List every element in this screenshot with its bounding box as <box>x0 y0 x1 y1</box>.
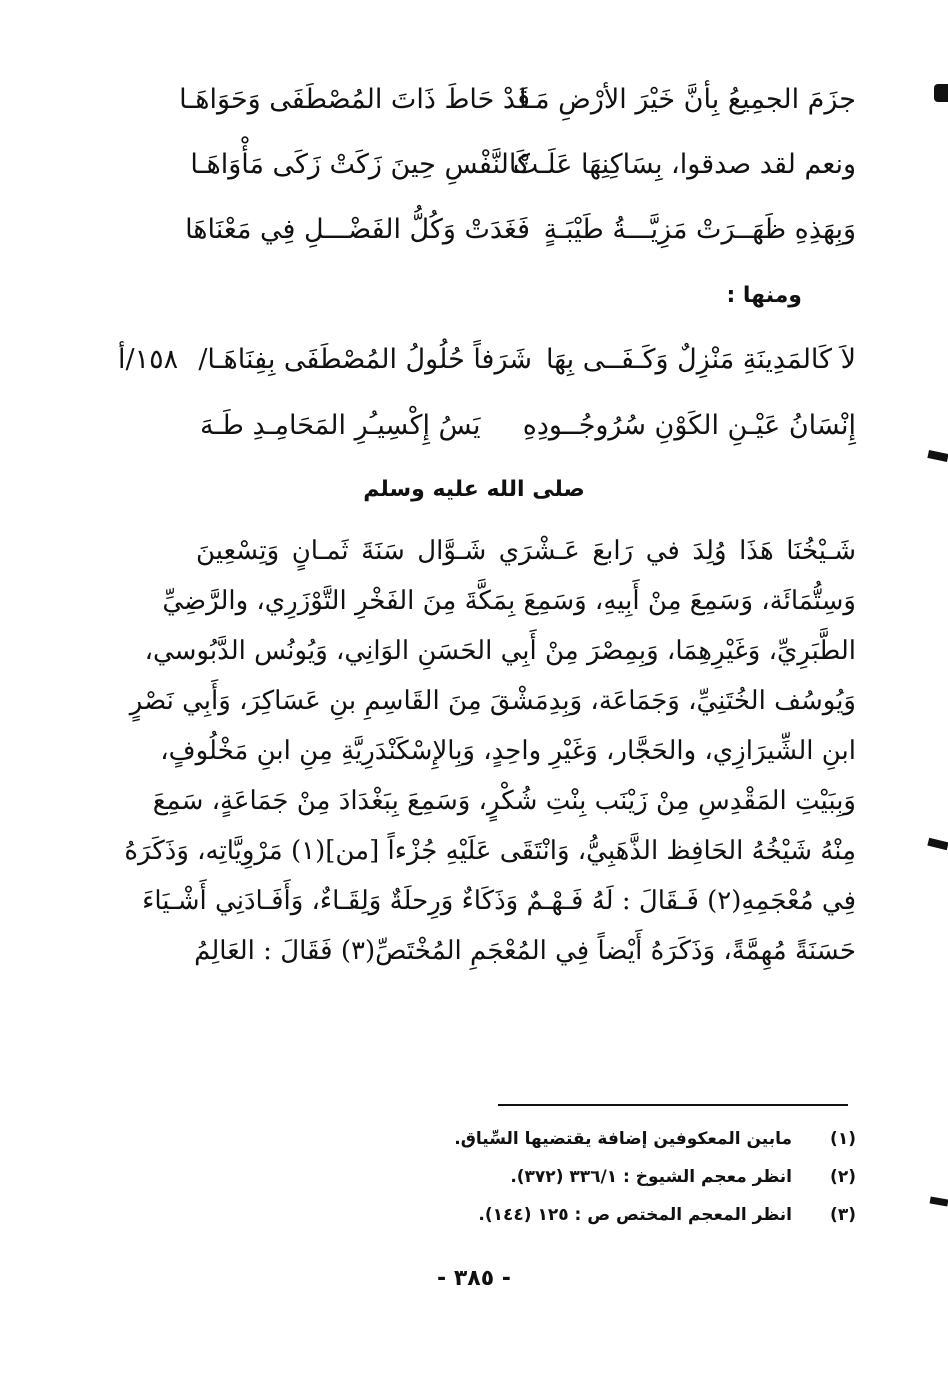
scan-edge-mark <box>934 84 948 102</box>
prose-line: وَسِتُّمَائَة، وَسَمِعَ مِنْ أَبِيهِ، وَسَمِعَ بِمَكَّةَ مِنَ الفَخْرِ التَّوْزَرِي، والرَّضِيِّ <box>162 586 856 616</box>
verse-first-hemistich: جزَمَ الجمِيعُ بِأنَّ خَيْرَ الأرْضِ مَـا <box>519 84 856 115</box>
verse-line <box>0 404 948 448</box>
prose-line: ابنِ الشِّيرَازِي، والحَجَّار، وَغَيْرِ واحِدٍ، وَبِالإِسْكَنْدَرِيَّةِ مِنِ ابنِ مَخْلُوفٍ، <box>160 736 856 766</box>
footnote-separator <box>498 1104 848 1106</box>
footnote-number: (١) <box>830 1129 856 1149</box>
scan-edge-mark <box>927 838 948 851</box>
verse-second-hemistich: قَدْ حَاطَ ذَاتَ المُصْطَفَى وَحَوَاهَـا <box>179 84 530 115</box>
prose-line: فِي مُعْجَمِهِ(٢) فَـقَالَ : لَهُ فَـهْـمٌ وَذَكَاءٌ وَرِحلَةٌ وَلِقَـاءٌ، وَأَفَـادَنِي أَشْـيَاءَ <box>142 886 856 916</box>
footnote-text: انظر معجم الشيوخ : ٣٣٦/١ (٣٧٢). <box>510 1167 792 1187</box>
prose-line: وَيُوسُف الخُتَنِيِّ، وَجَمَاعَة، وَبِدِمَشْقَ مِنَ القَاسِمِ بنِ عَسَاكِرَ، وَأَبِي نَصْرٍ <box>129 686 856 716</box>
verse-line <box>0 78 948 122</box>
footnote-text: انظر المعجم المختص ص : ١٢٥ (١٤٤). <box>478 1205 792 1225</box>
prose-line: الطَّبَرِيِّ، وَغَيْرِهِمَا، وَبِمِصْرَ مِنْ أَبِي الحَسَنِ الوَانِي، وَيُونُس الدَّبُوسي، <box>144 636 856 666</box>
verse-line <box>0 208 948 252</box>
verse-second-hemistich: كَالنَّفْسِ حِينَ زَكَتْ زَكَى مَأْوَاهَـا <box>190 149 530 180</box>
verse-first-hemistich: إِنْسَانُ عَيْـنِ الكَوْنِ سُرُوجُــودِهِ <box>522 410 856 441</box>
footnote-text: مابين المعكوفين إضافة يقتضيها السِّياق. <box>454 1129 792 1149</box>
prose-line: شَـيْخُنَا هَذَا وُلِدَ في رَابعَ عَـشْرَي شَـوَّال سَنَةَ ثَمـانٍ وَتِسْعِينَ <box>196 536 856 566</box>
prose-line: حَسَنَةً مُهِمَّةً، وَذَكَرَهُ أَيْضاً فِي المُعْجَمِ المُخْتَصِّ(٣) فَقَالَ : العَالِمُ <box>194 936 856 966</box>
scan-edge-mark <box>930 1196 948 1206</box>
page-number: - ٣٨٥ - <box>437 1266 511 1291</box>
verse-second-hemistich: يَسُ إِكْسِيـُرِ المَحَامِـدِ طَـهَ <box>200 410 481 441</box>
footnote-number: (٣) <box>830 1205 856 1225</box>
verse-line <box>0 143 948 187</box>
footnotes <box>296 1120 856 1234</box>
footnote-item <box>296 1158 856 1196</box>
footnote-item <box>296 1196 856 1234</box>
salutation-line: صلى الله عليه وسلم <box>363 477 585 502</box>
verse-first-hemistich: ونعم لقد صدقوا، بِسَاكِنِهَا عَلَـتْ <box>512 149 856 180</box>
footnote-item <box>296 1120 856 1158</box>
footnote-number: (٢) <box>830 1167 856 1187</box>
verse-line <box>0 338 948 382</box>
prose-paragraph <box>124 526 856 976</box>
verse-first-hemistich: لاَ كَالمَدِينَةِ مَنْزِلٌ وَكَـفَــى بِهَا <box>545 344 856 375</box>
prose-line: مِنْهُ شَيْخُهُ الحَافِظ الذَّهَبِيُّ، وَانْتَقَى عَلَيْهِ جُزْءاً [من](١) مَرْوِيَّاتِه، وَذَكَرَهُ <box>124 836 856 866</box>
prose-line: وَبِبَيْتِ المَقْدِسِ مِنْ زَيْنَب بِنْتِ شُكْرٍ، وَسَمِعَ بِبَغْدَادَ مِنْ جَمَاعَةٍ، سَمِعَ <box>152 786 856 816</box>
manuscript-folio-marker: ١٥٨/أ <box>118 344 179 375</box>
verse-second-hemistich: شَرَفاً حُلُولُ المُصْطَفَى بِفِنَاهَـا/ <box>198 344 532 375</box>
scan-edge-mark <box>927 450 948 462</box>
section-intro: ومنها : <box>726 283 802 308</box>
verse-second-hemistich: فَغَدَتْ وَكُلُّ الفَضْـــلِ فِي مَعْنَاهَا <box>185 214 530 245</box>
verse-first-hemistich: وَبِهَذِهِ ظَهَــرَتْ مَزِيَّـــةُ طَيْبَـةٍ <box>543 214 856 245</box>
